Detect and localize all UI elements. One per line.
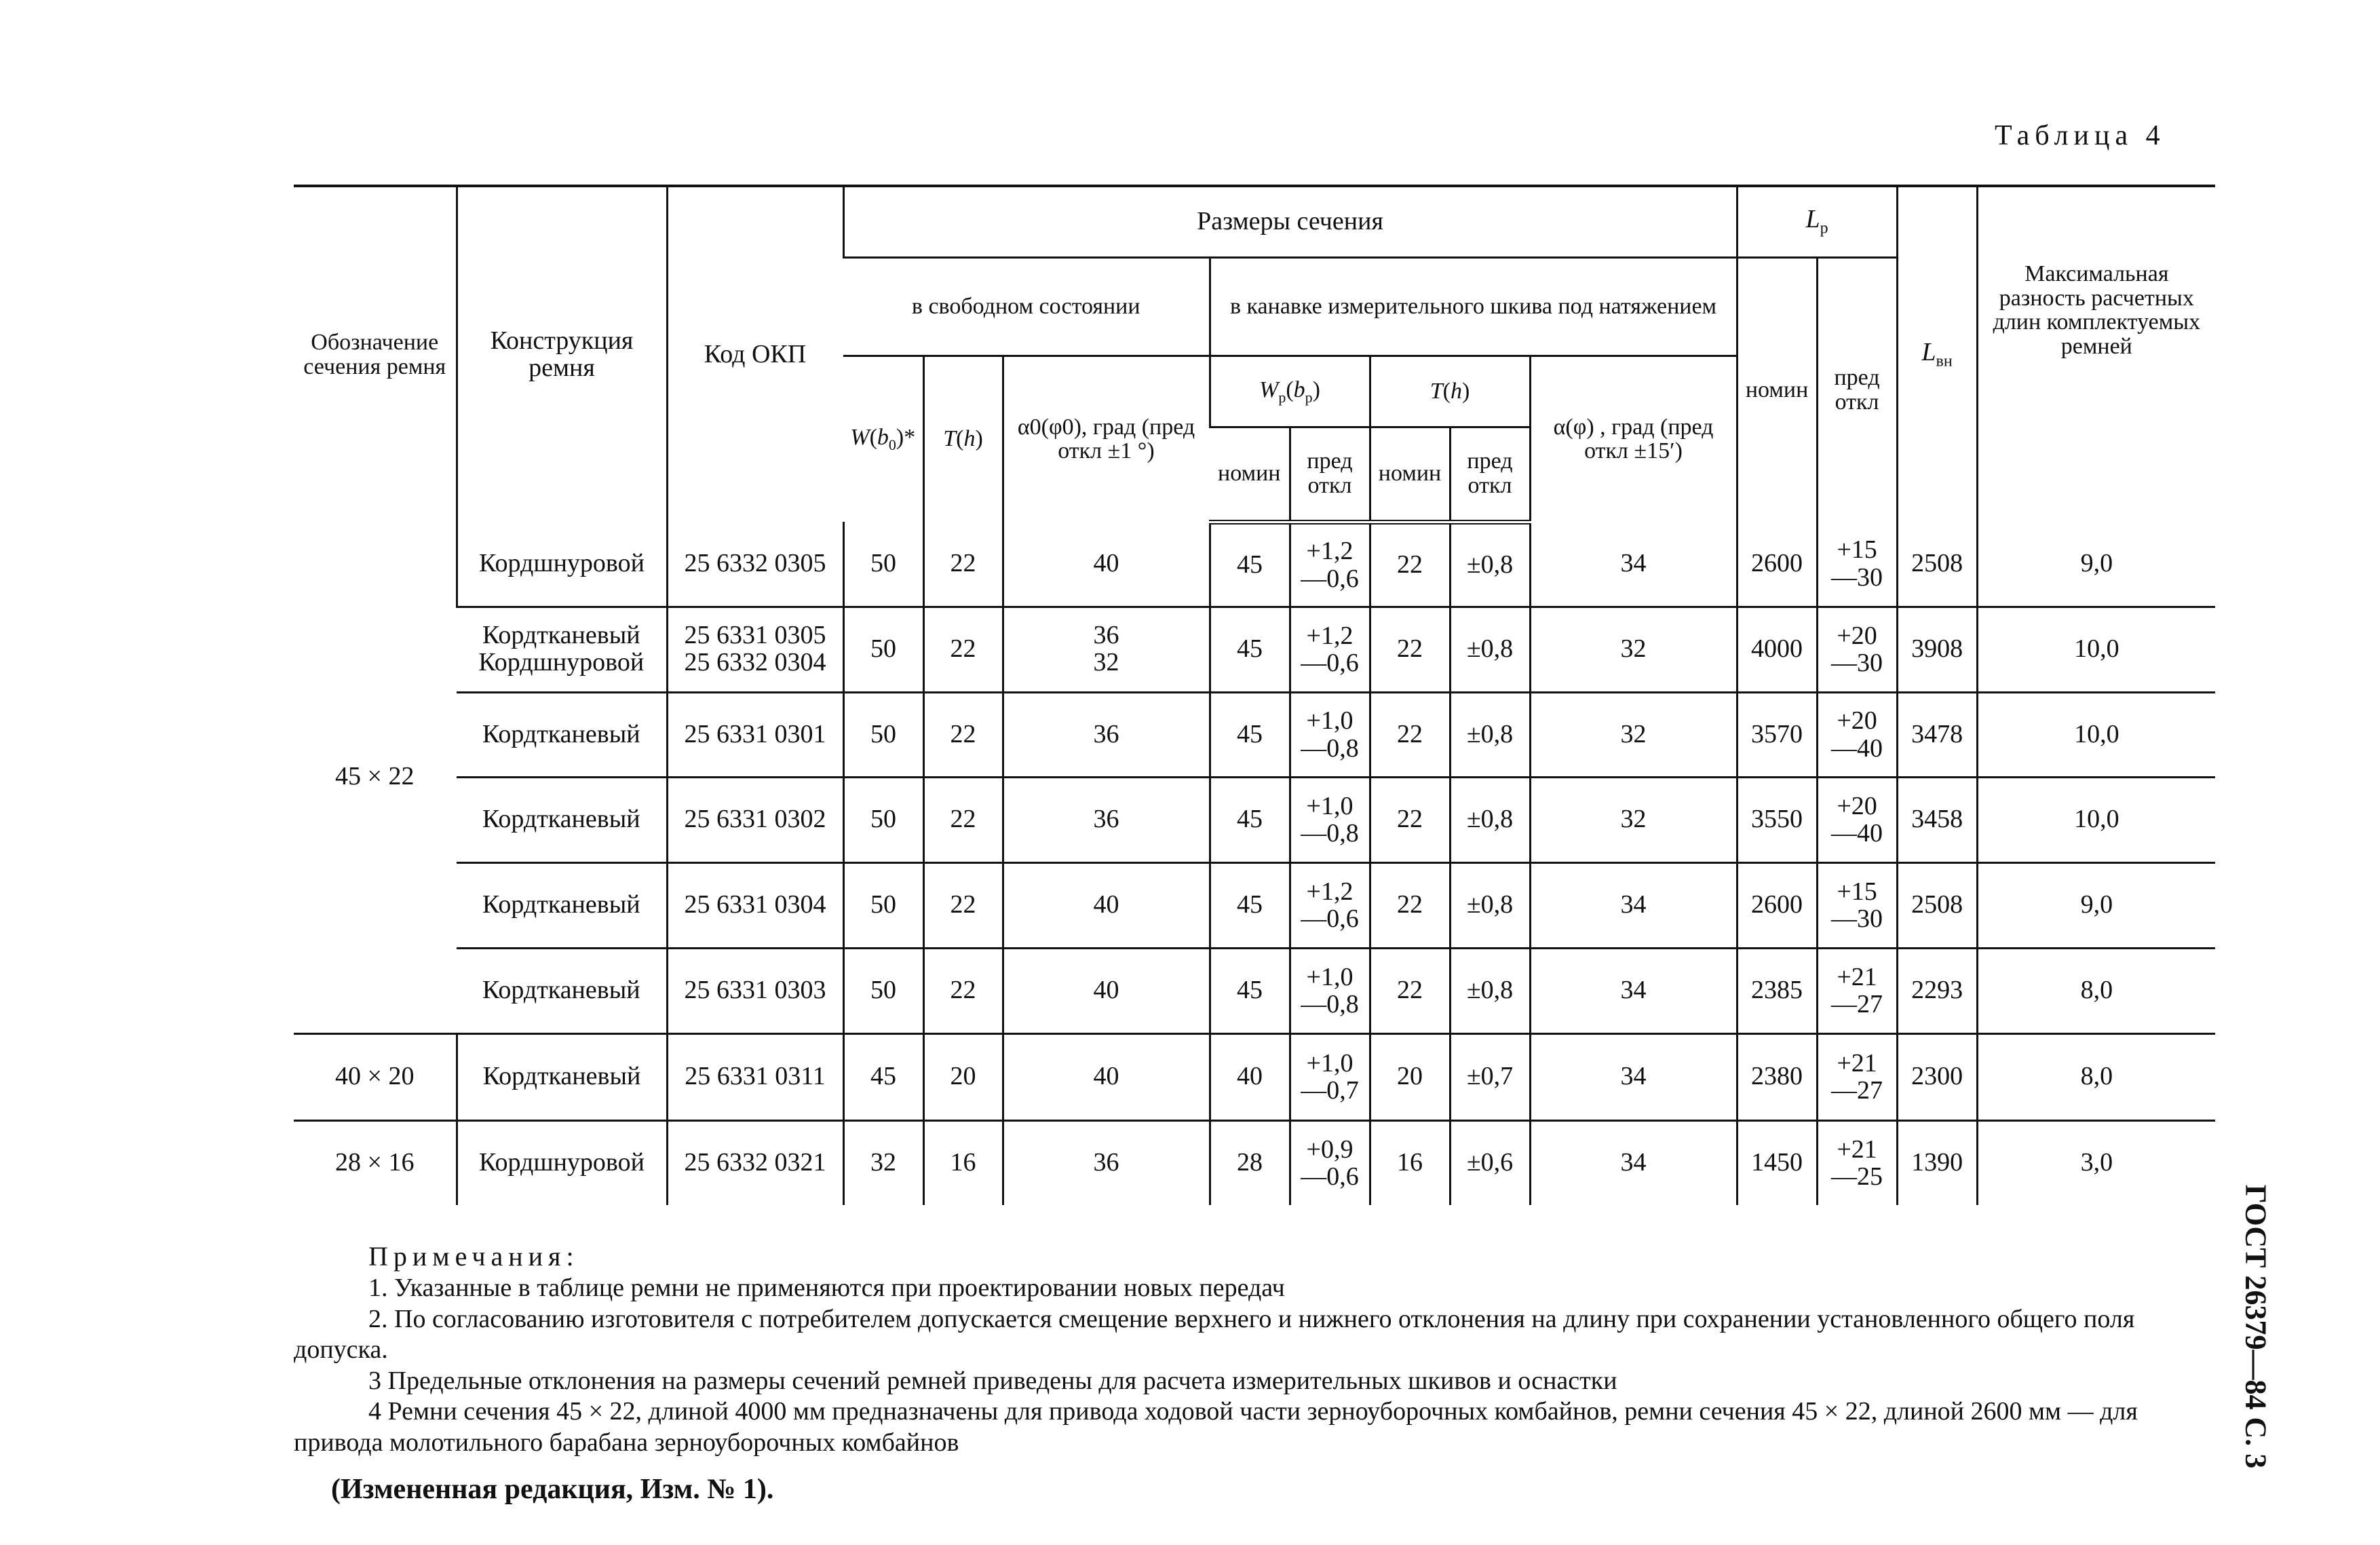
- alpha-value: 34: [1530, 1120, 1737, 1205]
- wp-value: 40: [1210, 1033, 1290, 1120]
- header-wp-nomin: номин: [1210, 427, 1290, 522]
- header-t-h-free: T(h): [923, 356, 1003, 522]
- okp-code: 25 6331 0305 25 6332 0304: [667, 607, 843, 692]
- tg-value: 22: [1370, 948, 1450, 1033]
- lvn-value: 3478: [1897, 692, 1977, 777]
- tg-deviation: ±0,8: [1450, 692, 1530, 777]
- wp-deviation: +1,2 —0,6: [1290, 607, 1370, 692]
- lp-deviation: +21 —27: [1817, 948, 1897, 1033]
- tg-deviation: ±0,8: [1450, 777, 1530, 862]
- lvn-value: 2293: [1897, 948, 1977, 1033]
- lvn-value: 1390: [1897, 1120, 1977, 1205]
- construction: Кордтканевый: [457, 948, 667, 1033]
- construction: Кордтканевый: [457, 692, 667, 777]
- tg-deviation: ±0,8: [1450, 607, 1530, 692]
- lvn-value: 2508: [1897, 522, 1977, 607]
- lp-deviation: +21 —25: [1817, 1120, 1897, 1205]
- lp-deviation: +20 —40: [1817, 777, 1897, 862]
- alpha-value: 32: [1530, 607, 1737, 692]
- header-free-state: в свободном состоянии: [843, 257, 1210, 356]
- alpha0-value: 40: [1003, 948, 1210, 1033]
- wp-value: 45: [1210, 777, 1290, 862]
- t-value: 22: [923, 777, 1003, 862]
- construction: Кордтканевый Кордшнуровой: [457, 607, 667, 692]
- lp-deviation: +15 —30: [1817, 522, 1897, 607]
- tg-deviation: ±0,6: [1450, 1120, 1530, 1205]
- wp-value: 45: [1210, 862, 1290, 948]
- lp-value: 3570: [1737, 692, 1817, 777]
- construction: Кордтканевый: [457, 1033, 667, 1120]
- okp-code: 25 6331 0304: [667, 862, 843, 948]
- okp-code: 25 6331 0302: [667, 777, 843, 862]
- max-diff-value: 9,0: [1977, 862, 2215, 948]
- header-designation: Обозначение сечения ремня: [294, 186, 457, 522]
- table-row: [294, 1033, 2215, 1120]
- lp-deviation: +20 —30: [1817, 607, 1897, 692]
- header-wp-pred-otkl: пред откл: [1290, 427, 1370, 522]
- max-diff-value: 3,0: [1977, 1120, 2215, 1205]
- okp-code: 25 6331 0301: [667, 692, 843, 777]
- header-lp-pred-otkl: пред откл: [1817, 257, 1897, 522]
- wp-value: 45: [1210, 522, 1290, 607]
- lvn-value: 3458: [1897, 777, 1977, 862]
- notes: [294, 1240, 2187, 1506]
- lp-deviation: +20 —40: [1817, 692, 1897, 777]
- alpha0-value: 36: [1003, 1120, 1210, 1205]
- note-1: 1. Указанные в таблице ремни не применяются при проектировании новых передач: [368, 1274, 1285, 1302]
- notes-title: Примечания:: [368, 1241, 579, 1272]
- lp-deviation: +15 —30: [1817, 862, 1897, 948]
- header-wp-bp: $W_р(b_р)$: [1210, 356, 1370, 427]
- note-4: 4 Ремни сечения 45 × 22, длиной 4000 мм предназначены для привода ходовой части зерноуборочных комбайнов, ремни сечения 45 × 22, длиной 2600 мм — для привода молотильного барабана зерноуборочных комбайнов: [294, 1397, 2138, 1457]
- alpha-value: 34: [1530, 948, 1737, 1033]
- okp-code: 25 6331 0303: [667, 948, 843, 1033]
- lp-value: 2600: [1737, 522, 1817, 607]
- lp-value: 4000: [1737, 607, 1817, 692]
- lp-deviation: +21 —27: [1817, 1033, 1897, 1120]
- okp-code: 25 6332 0305: [667, 522, 843, 607]
- header-in-groove: в канавке измерительного шкива под натяжением: [1210, 257, 1737, 356]
- note-3: 3 Предельные отклонения на размеры сечений ремней приведены для расчета измерительных шкивов и оснастки: [368, 1366, 1617, 1395]
- max-diff-value: 8,0: [1977, 948, 2215, 1033]
- lvn-value: 2508: [1897, 862, 1977, 948]
- alpha0-value: 40: [1003, 522, 1210, 607]
- table-row: [294, 692, 2215, 777]
- max-diff-value: 9,0: [1977, 522, 2215, 607]
- table-row: [294, 522, 2215, 607]
- tg-deviation: ±0,8: [1450, 862, 1530, 948]
- t-value: 16: [923, 1120, 1003, 1205]
- header-section-dims: Размеры сечения: [843, 186, 1737, 257]
- wp-value: 45: [1210, 948, 1290, 1033]
- lp-value: 1450: [1737, 1120, 1817, 1205]
- note-2: 2. По согласованию изготовителя с потребителем допускается смещение верхнего и нижнего отклонения на длину при сохранении установленного общего поля допуска.: [294, 1304, 2135, 1365]
- lvn-value: 2300: [1897, 1033, 1977, 1120]
- wp-deviation: +1,0 —0,8: [1290, 692, 1370, 777]
- table-row: [294, 862, 2215, 948]
- tg-deviation: ±0,7: [1450, 1033, 1530, 1120]
- table-caption: Таблица 4: [1995, 120, 2166, 151]
- wp-value: 45: [1210, 692, 1290, 777]
- construction: Кордшнуровой: [457, 1120, 667, 1205]
- wp-value: 28: [1210, 1120, 1290, 1205]
- wp-deviation: +1,2 —0,6: [1290, 522, 1370, 607]
- header-lvn: $L_{вн}$: [1897, 186, 1977, 522]
- header-max-diff: Максимальная разность расчетных длин комплектуемых ремней: [1977, 186, 2215, 522]
- max-diff-value: 10,0: [1977, 692, 2215, 777]
- tg-value: 22: [1370, 862, 1450, 948]
- wp-deviation: +1,0 —0,8: [1290, 948, 1370, 1033]
- tg-value: 22: [1370, 692, 1450, 777]
- wp-deviation: +0,9 —0,6: [1290, 1120, 1370, 1205]
- header-okp-code: Код ОКП: [667, 186, 843, 522]
- section-28x16: 28 × 16: [335, 1148, 415, 1177]
- table-row: [294, 607, 2215, 692]
- max-diff-value: 8,0: [1977, 1033, 2215, 1120]
- alpha-value: 32: [1530, 692, 1737, 777]
- header-lp: $L_р$: [1737, 186, 1897, 257]
- t-value: 22: [923, 607, 1003, 692]
- table-row: [294, 948, 2215, 1033]
- section-45x22: 45 × 22: [294, 522, 457, 1033]
- header-alpha0: α0(φ0), град (пред откл ±1 °): [1003, 356, 1210, 522]
- wp-deviation: +1,0 —0,8: [1290, 777, 1370, 862]
- tg-value: 20: [1370, 1033, 1450, 1120]
- w-value: 50: [843, 522, 923, 607]
- lp-value: 3550: [1737, 777, 1817, 862]
- t-value: 22: [923, 692, 1003, 777]
- w-value: 45: [843, 1033, 923, 1120]
- alpha0-value: 40: [1003, 1033, 1210, 1120]
- header-tg-pred-otkl: пред откл: [1450, 427, 1530, 522]
- t-value: 22: [923, 522, 1003, 607]
- alpha-value: 32: [1530, 777, 1737, 862]
- tg-deviation: ±0,8: [1450, 948, 1530, 1033]
- w-value: 50: [843, 862, 923, 948]
- w-value: 50: [843, 692, 923, 777]
- header-w-b0: $W(b_0)*$: [850, 425, 916, 454]
- construction: Кордтканевый: [457, 862, 667, 948]
- w-value: 32: [843, 1120, 923, 1205]
- tg-value: 16: [1370, 1120, 1450, 1205]
- table-row: [294, 777, 2215, 862]
- t-value: 20: [923, 1033, 1003, 1120]
- lp-value: 2600: [1737, 862, 1817, 948]
- alpha-value: 34: [1530, 862, 1737, 948]
- standard-page-label: ГОСТ 26379—84 С. 3: [2239, 1184, 2273, 1469]
- okp-code: 25 6331 0311: [667, 1033, 843, 1120]
- t-value: 22: [923, 862, 1003, 948]
- construction: Кордшнуровой: [457, 522, 667, 607]
- section-40x20: 40 × 20: [294, 1033, 457, 1120]
- alpha0-value: 36: [1003, 777, 1210, 862]
- header-alpha: α(φ) , град (пред откл ±15′): [1530, 356, 1737, 522]
- wp-deviation: +1,2 —0,6: [1290, 862, 1370, 948]
- tg-value: 22: [1370, 522, 1450, 607]
- wp-deviation: +1,0 —0,7: [1290, 1033, 1370, 1120]
- header-lp-nomin: номин: [1737, 257, 1817, 522]
- edition-note: (Измененная редакция, Изм. № 1).: [331, 1473, 774, 1505]
- belt-dimensions-table: [294, 185, 2215, 1205]
- t-value: 22: [923, 948, 1003, 1033]
- header-tg-nomin: номин: [1370, 427, 1450, 522]
- okp-code: 25 6332 0321: [667, 1120, 843, 1205]
- max-diff-value: 10,0: [1977, 607, 2215, 692]
- tg-value: 22: [1370, 777, 1450, 862]
- lvn-value: 3908: [1897, 607, 1977, 692]
- tg-value: 22: [1370, 607, 1450, 692]
- lp-value: 2380: [1737, 1033, 1817, 1120]
- alpha0-value: 40: [1003, 862, 1210, 948]
- w-value: 50: [843, 607, 923, 692]
- construction: Кордтканевый: [457, 777, 667, 862]
- max-diff-value: 10,0: [1977, 777, 2215, 862]
- table-row: [294, 1120, 2215, 1205]
- wp-value: 45: [1210, 607, 1290, 692]
- header-construction: Конструкция ремня: [457, 186, 667, 522]
- w-value: 50: [843, 948, 923, 1033]
- alpha-value: 34: [1530, 522, 1737, 607]
- lp-value: 2385: [1737, 948, 1817, 1033]
- w-value: 50: [843, 777, 923, 862]
- alpha0-value: 36 32: [1003, 607, 1210, 692]
- tg-deviation: ±0,8: [1450, 522, 1530, 607]
- header-t-h-groove: T(h): [1370, 356, 1530, 427]
- alpha0-value: 36: [1003, 692, 1210, 777]
- alpha-value: 34: [1530, 1033, 1737, 1120]
